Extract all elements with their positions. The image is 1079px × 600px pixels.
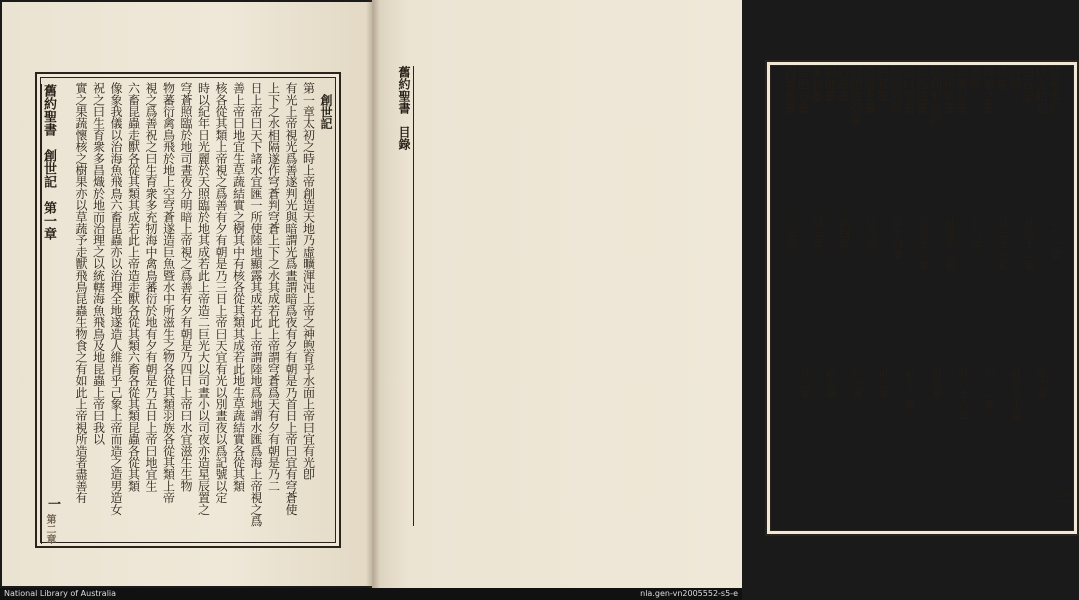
- text-column: 核各從其類上帝視之爲善有夕有朝是乃三日上帝曰天宜有光以別晝夜以爲記號以定: [214, 82, 228, 504]
- toc-entry-title: 以賽亞書: [954, 66, 969, 114]
- toc-entry-chapter-count: 計七章: [824, 366, 838, 399]
- toc-entry: [941, 66, 959, 526]
- toc-entry-chapter-count: 計十二章: [903, 366, 917, 410]
- right-page: [372, 0, 1071, 588]
- toc-entry: [809, 66, 827, 526]
- toc-entry-chapter-count: 計九章: [864, 216, 878, 249]
- toc-entry-chapter-count: 計三章: [877, 366, 891, 399]
- toc-entry-title: 以西結書: [915, 66, 929, 114]
- text-column: 第一章太初之時上帝創造天地乃虛曠渾沌上帝之神煦育乎水面上帝曰宜有光卽: [301, 82, 316, 480]
- toc-entry: [915, 66, 933, 526]
- left-page-number: 一: [45, 497, 60, 510]
- toc-entry-title: 但以理書: [901, 66, 916, 114]
- toc-entry-title: 雅歌: [967, 66, 982, 90]
- toc-entry-title: 亞麼士書: [862, 66, 877, 114]
- toc-entry: [1033, 66, 1052, 526]
- toc-entry: [835, 66, 854, 526]
- book-title-column: 創世記: [319, 94, 333, 130]
- toc-entry: [1007, 66, 1025, 526]
- toc-entry-chapter-count: 計五章: [930, 366, 944, 399]
- footer-bar: [0, 588, 742, 600]
- left-margin-strip: [41, 84, 58, 544]
- toc-entry-title: 以士帖記: [1033, 66, 1048, 114]
- toc-entry-chapter-count: 計五十二章: [943, 216, 957, 271]
- toc-entry-chapter-count: 計一章: [851, 366, 864, 399]
- toc-entry-title: 詩篇: [1007, 66, 1022, 90]
- toc-entry-title: 耶利米書: [941, 66, 956, 114]
- right-page-frame: [765, 60, 1079, 536]
- toc-entry-chapter-count: 計十章: [1035, 366, 1049, 399]
- toc-entry-chapter-count: 計三章: [798, 366, 812, 399]
- toc-entry: [783, 66, 801, 526]
- text-column: 上下之水相隔遂作穹蒼判穹蒼上下之水其成若此上帝謂穹蒼爲天有夕有朝是乃二: [266, 82, 281, 492]
- footer-credit: National Library of Australia: [4, 589, 117, 598]
- toc-entry-title: 耶利米哀歌: [928, 66, 943, 126]
- toc-entry-chapter-count: 計十三章: [1049, 216, 1062, 260]
- toc-entry: [796, 66, 814, 526]
- toc-entry: [981, 66, 999, 526]
- text-column: 日上帝曰天下諸水宜匯一所使陸地顯露其成若此上帝謂陸地爲地謂水匯爲海上帝視之爲: [249, 82, 263, 527]
- toc-entry-chapter-count: 計六十六章: [956, 366, 970, 421]
- text-column: 祝之曰生育衆多昌熾於地而治理之以統轄海魚飛鳥及地昆蟲上帝曰我以: [91, 82, 106, 445]
- toc-entry: [1020, 66, 1039, 526]
- text-column: 視之爲善祝之曰生育衆多充牣海中禽鳥蕃衍於地有夕有朝是乃五日上帝曰地宜生: [144, 82, 158, 492]
- toc-entry-title: 阿巴底亞書: [849, 66, 863, 126]
- toc-entry-title: 哈巴谷書: [796, 66, 811, 114]
- toc-entry: [862, 66, 880, 526]
- toc-entry: [967, 66, 986, 526]
- toc-entry-chapter-count: 計三十一章: [996, 216, 1010, 271]
- text-column: 六畜昆蟲走獸各從其類其成若此上帝造走獸各從其類六畜各從其類昆蟲各從其類: [126, 82, 141, 492]
- toc-entry-title: 約百記: [1020, 66, 1035, 102]
- toc-entry-title: 箴言: [994, 66, 1009, 90]
- toc-entry-title: 拿翁書: [809, 66, 824, 102]
- toc-entry-title: 約耳書: [875, 66, 890, 102]
- toc-entry-title: 西番雅書: [783, 66, 797, 114]
- toc-entry: [954, 66, 973, 526]
- toc-entry-chapter-count: 計三章: [785, 216, 798, 249]
- footer-identifier: nla.gen-vn2005552-s5-e: [640, 589, 738, 598]
- text-column: 物蕃衍禽鳥飛於地上空穹蒼遂造巨魚暨水中所滋生之物各從其類羽族各從其類上帝: [161, 82, 176, 504]
- toc-entry: [849, 66, 867, 526]
- toc-entry-chapter-count: 計四十八章: [917, 216, 930, 271]
- toc-entry-chapter-count: 計八章: [969, 216, 983, 249]
- text-column: 穹蒼照臨於地司晝夜分明暗上帝視之爲善有夕有朝是乃四日上帝曰水宜滋生生物: [179, 82, 193, 492]
- toc-entry-chapter-count: 計百五十篇: [1009, 366, 1023, 421]
- text-column: 實之果蔬懷核之樹果亦以草蔬予走獸飛鳥昆蟲生物食之有如此上帝視所造者盡善有: [74, 82, 88, 504]
- toc-entry-chapter-count: 計四章: [837, 216, 851, 249]
- toc-entry-title: 尼希米記: [1047, 66, 1061, 114]
- toc-entry: [875, 66, 893, 526]
- toc-entry: [888, 66, 907, 526]
- book-gutter: [366, 0, 380, 588]
- toc-entry-chapter-count: 計十二章: [983, 366, 996, 410]
- right-margin-label-strip: [397, 66, 414, 526]
- text-column: 善上帝曰地宜生草蔬結實之樹其中有核各從其類其成若此地生草蔬結實各從其類: [231, 82, 246, 492]
- toc-entry-chapter-count: 計四十二章: [1022, 216, 1036, 271]
- toc-entry-title: 彌迦書: [822, 66, 837, 102]
- text-column: 像象我儀以治海魚飛鳥六畜昆蟲亦以治理全地遂造人維肖乎己象上帝而造之造男造女: [109, 82, 123, 515]
- right-margin-strip: [1056, 68, 1075, 528]
- right-margin-label: 舊約聖書 目錄: [397, 66, 411, 150]
- text-column: 有光上帝視光爲善遂判光與暗謂光爲晝謂暗爲夜有夕有朝是乃首日上帝曰宜有穹蒼使: [284, 82, 298, 515]
- toc-entry-title: 約拿書: [835, 66, 850, 102]
- text-column: 時以紀年日光麗於天照臨於地其成若此上帝造二巨光大以司晝小以司夜亦造星辰置之: [196, 82, 211, 515]
- toc-entry-chapter-count: 計十四章: [890, 216, 904, 260]
- toc-entry: [822, 66, 841, 526]
- toc-entry-chapter-count: 計三章: [811, 216, 825, 249]
- left-page: [2, 2, 374, 586]
- toc-entry: [994, 66, 1012, 526]
- toc-entry-title: 何西阿書: [888, 66, 903, 114]
- toc-entry: [928, 66, 946, 526]
- right-page-number: 二: [1056, 491, 1071, 504]
- toc-entry: [901, 66, 920, 526]
- left-margin-label: 舊約聖書 創世記 第一章: [41, 84, 56, 240]
- next-chapter-label: 第二章: [44, 514, 55, 544]
- toc-entry-title: 傳道之書: [981, 66, 995, 114]
- left-page-frame: [35, 72, 341, 548]
